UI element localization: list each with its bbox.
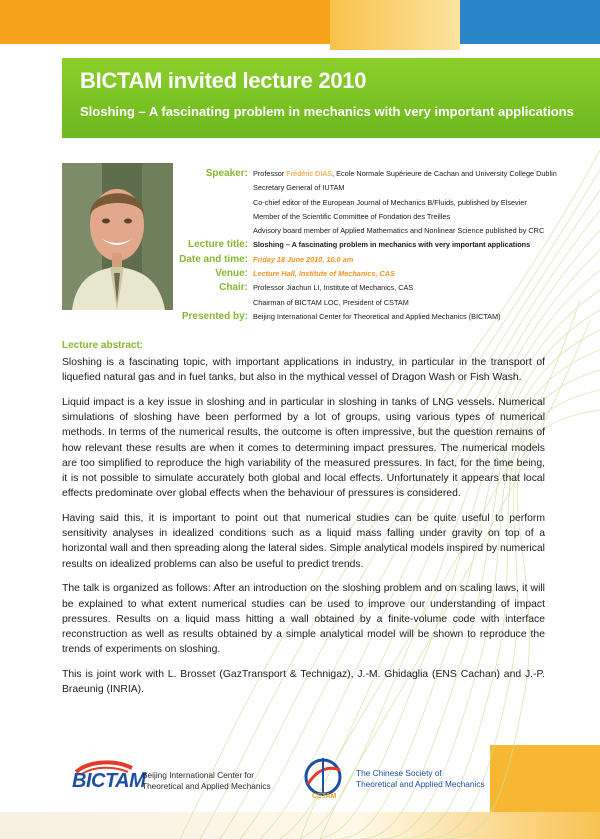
speaker-line2-row [178,182,588,196]
speaker-line3: Co-chief editor of the European Journal of Mechanics B/Fluids, published by Elsevier [253,197,527,207]
date-value: Friday 18 June 2010, 10.0 am [253,254,354,264]
speaker-name: Frédéric DIAS [286,169,333,178]
venue-value: Lecture Hall, Institute of Mechanics, CAS [253,269,395,279]
abstract-body [62,355,545,707]
speaker-line3-row [178,197,588,211]
title-banner [62,56,600,138]
presented-label: Presented by: [181,310,248,322]
title-row [178,239,588,253]
speaker-row [178,168,588,182]
lecture-title-value: Sloshing – A fascinating problem in mechanics with very important applications [253,240,531,250]
speaker-portrait-image [62,163,173,310]
chair-row [178,282,588,296]
bictam-name-line2: Theoretical and Applied Mechanics [142,781,271,791]
date-label: Date and time: [179,253,248,265]
abstract-paragraph-3: Having said this, it is important to point out that numerical studies can be quite useful to perform sensitivity analyses in idealized conditions such as a liquid mass falling under gravity on top of a horizontal wall and then spreading along the lateral sides. Simple analytical models inspired by numerical results on idealized problems can also be useful to predict trends. [62,513,545,570]
speaker-photo [62,163,173,310]
speaker-line2: Secretary General of IUTAM [253,183,345,193]
footer-logos [0,750,600,810]
presented-row [178,311,588,325]
lecture-series-title: BICTAM invited lecture 2010 [80,68,367,93]
venue-label: Venue: [215,268,248,280]
abstract-paragraph-4: The talk is organized as follows: After an introduction on the sloshing problem and on scaling laws, it will be explained to what extent numerical studies can be used to improve our understanding of impact pressures. Results on a liquid mass hitting a wall obtained by a finite-volume code with interface reconstruction as well as results obtained by a simple analytical model will be shown to reproduce the trends of experiments on sloshing. [62,583,545,656]
chair-line2-row [178,297,588,311]
abstract-heading: Lecture abstract: [62,340,144,351]
speaker-line5-row [178,225,588,239]
speaker-prefix: Professor [253,169,287,178]
cstam-name-line1: The Chinese Society of [356,768,442,778]
bictam-name-line1: Beijing International Center for [142,770,255,780]
speaker-label: Speaker: [205,168,248,179]
cstam-logo-icon [300,754,346,800]
chair-line1: Professor Jiachun LI, Institute of Mechanics, CAS [253,283,414,293]
abstract-paragraph-1: Sloshing is a fascinating topic, with important applications in industry, in particular in the transport of liquefied natural gas and in fuel tanks, but also in the mythical vessel of Dragon Wash or Fish Wash. [62,357,545,384]
lecture-subtitle: Sloshing – A fascinating problem in mechanics with very important applications [80,104,574,119]
cstam-full-name [356,768,526,790]
bictam-full-name [142,770,282,792]
cstam-logo-text: CSTAM [312,793,337,800]
bictam-logo-text: BICTAM [72,770,146,792]
speaker-line4-row [178,211,588,225]
speaker-line5: Advisory board member of Applied Mathematics and Nonlinear Science published by CRC [253,226,545,236]
speaker-affiliation: , Ecole Normale Supérieure de Cachan and University College Dublin [332,169,557,178]
speaker-line4: Member of the Scientific Committee of Fondation des Treilles [253,211,451,221]
presented-value: Beijing International Center for Theoretical and Applied Mechanics (BICTAM) [253,311,501,321]
lecture-info [178,168,588,325]
venue-row [178,268,588,282]
lecture-title-label: Lecture title: [187,239,248,251]
date-row [178,254,588,268]
chair-label: Chair: [219,282,248,294]
cstam-name-line2: Theoretical and Applied Mechanics [356,779,485,789]
abstract-paragraph-5: This is joint work with L. Brosset (GazTransport & Technigaz), J.-M. Ghidaglia (ENS Cachan) and J.-P. Braeunig (INRIA). [62,669,545,696]
abstract-paragraph-2: Liquid impact is a key issue in sloshing and in particular in sloshing in tanks of LNG vessels. Numerical simulations of sloshing have been performed by a lot of groups, using various types of numerical methods. In terms of the numerical results, the outcome is often impressive, but the question remains of how relevant these results are when it comes to determining impact pressures. The numerical models are too simplified to reproduce the high variability of the measured pressures. In fact, for the time being, it is not possible to simulate accurately both global and local effects. Unfortunately it appears that local effects predominate over global effects when the behaviour of pressures is considered. [62,397,545,500]
chair-line2: Chairman of BICTAM LOC, President of CSTAM [253,297,409,307]
speaker-value [253,169,557,178]
